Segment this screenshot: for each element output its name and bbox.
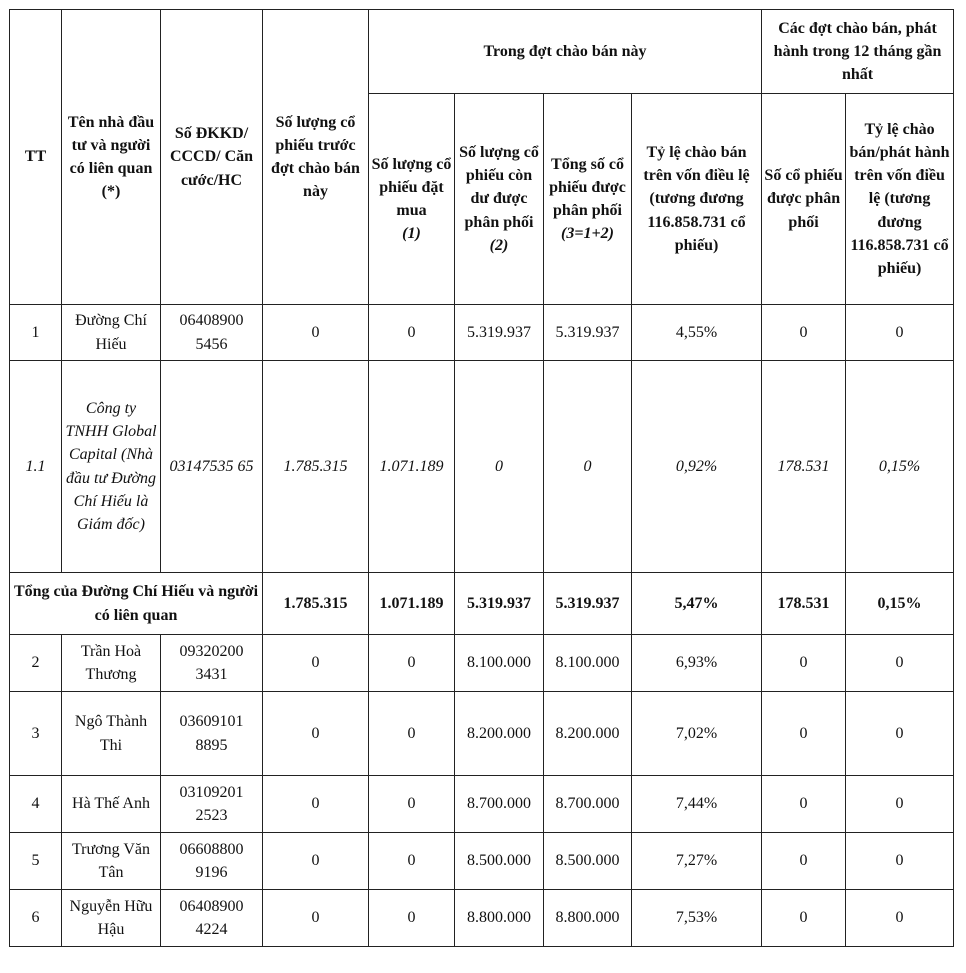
cell-name: Trương Văn Tân — [62, 833, 161, 890]
cell-prior-ratio: 0 — [846, 776, 954, 833]
cell-remaining: 5.319.937 — [455, 305, 544, 361]
cell-ratio: 6,93% — [632, 635, 762, 692]
cell-prior-shares: 0 — [762, 890, 846, 947]
cell-prior-ratio: 0,15% — [846, 361, 954, 573]
col-header-prior-ratio: Tỷ lệ chào bán/phát hành trên vốn điều lệ (tương đương 116.858.731 cổ phiếu) — [846, 94, 954, 305]
cell-tt: 6 — [10, 890, 62, 947]
cell-before: 1.785.315 — [263, 361, 369, 573]
col-header-remaining — [455, 94, 544, 305]
cell-prior-shares: 0 — [762, 305, 846, 361]
cell-before: 0 — [263, 305, 369, 361]
cell-remaining: 0 — [455, 361, 544, 573]
table-row — [10, 692, 954, 776]
cell-total: 8.200.000 — [544, 692, 632, 776]
cell-remaining: 8.100.000 — [455, 635, 544, 692]
cell-id: 03109201 2523 — [161, 776, 263, 833]
cell-ratio: 0,92% — [632, 361, 762, 573]
cell-id: 09320200 3431 — [161, 635, 263, 692]
table-row — [10, 833, 954, 890]
cell-prior-shares: 0 — [762, 833, 846, 890]
subscribed-note: (1) — [402, 225, 421, 243]
cell-before: 1.785.315 — [263, 573, 369, 635]
cell-ratio: 7,53% — [632, 890, 762, 947]
table-row — [10, 776, 954, 833]
cell-name: Ngô Thành Thi — [62, 692, 161, 776]
cell-remaining: 8.500.000 — [455, 833, 544, 890]
col-header-total — [544, 94, 632, 305]
cell-ratio: 4,55% — [632, 305, 762, 361]
cell-remaining: 8.800.000 — [455, 890, 544, 947]
cell-subscribed: 0 — [369, 635, 455, 692]
cell-tt: 1.1 — [10, 361, 62, 573]
cell-prior-ratio: 0 — [846, 635, 954, 692]
cell-before: 0 — [263, 692, 369, 776]
cell-before: 0 — [263, 833, 369, 890]
cell-total: 8.500.000 — [544, 833, 632, 890]
col-header-ratio: Tỷ lệ chào bán trên vốn điều lệ (tương đương 116.858.731 cổ phiếu) — [632, 94, 762, 305]
cell-prior-ratio: 0 — [846, 890, 954, 947]
total-note: (3=1+2) — [561, 225, 614, 243]
cell-prior-ratio: 0 — [846, 305, 954, 361]
cell-ratio: 7,27% — [632, 833, 762, 890]
cell-before: 0 — [263, 776, 369, 833]
col-header-tt: TT — [10, 10, 62, 305]
cell-name: Hà Thế Anh — [62, 776, 161, 833]
cell-subscribed: 0 — [369, 833, 455, 890]
total-label: Tổng số cổ phiếu được phân phối — [549, 155, 626, 219]
table-row — [10, 635, 954, 692]
cell-remaining: 8.700.000 — [455, 776, 544, 833]
cell-ratio: 7,44% — [632, 776, 762, 833]
col-header-subscribed — [369, 94, 455, 305]
cell-subscribed: 0 — [369, 890, 455, 947]
cell-before: 0 — [263, 635, 369, 692]
col-header-investor: Tên nhà đầu tư và người có liên quan (*) — [62, 10, 161, 305]
group-header-prior-12m: Các đợt chào bán, phát hành trong 12 tháng gần nhất — [762, 10, 954, 94]
cell-total: 5.319.937 — [544, 573, 632, 635]
cell-subscribed: 1.071.189 — [369, 361, 455, 573]
remaining-label: Số lượng cổ phiếu còn dư được phân phối — [459, 144, 539, 231]
table-row — [10, 305, 954, 361]
cell-id: 06408900 5456 — [161, 305, 263, 361]
cell-remaining: 5.319.937 — [455, 573, 544, 635]
cell-ratio: 7,02% — [632, 692, 762, 776]
col-header-id: Số ĐKKD/ CCCD/ Căn cước/HC — [161, 10, 263, 305]
cell-subscribed: 0 — [369, 776, 455, 833]
cell-total: 0 — [544, 361, 632, 573]
cell-subtotal-label: Tổng của Đường Chí Hiếu và người có liên quan — [10, 573, 263, 635]
cell-prior-shares: 0 — [762, 635, 846, 692]
cell-tt: 5 — [10, 833, 62, 890]
cell-name: Nguyễn Hữu Hậu — [62, 890, 161, 947]
cell-before: 0 — [263, 890, 369, 947]
cell-id: 06608800 9196 — [161, 833, 263, 890]
cell-remaining: 8.200.000 — [455, 692, 544, 776]
header-row-top — [10, 10, 954, 94]
subtotal-row — [10, 573, 954, 635]
cell-total: 5.319.937 — [544, 305, 632, 361]
subscribed-label: Số lượng cổ phiếu đặt mua — [371, 155, 452, 219]
cell-total: 8.800.000 — [544, 890, 632, 947]
cell-subscribed: 0 — [369, 692, 455, 776]
cell-ratio: 5,47% — [632, 573, 762, 635]
cell-subscribed: 0 — [369, 305, 455, 361]
cell-name: Công ty TNHH Global Capital (Nhà đầu tư Đường Chí Hiếu là Giám đốc) — [62, 361, 161, 573]
cell-tt: 2 — [10, 635, 62, 692]
cell-prior-ratio: 0 — [846, 692, 954, 776]
cell-name: Đường Chí Hiếu — [62, 305, 161, 361]
offering-table — [9, 9, 954, 947]
cell-prior-shares: 0 — [762, 776, 846, 833]
cell-id: 03609101 8895 — [161, 692, 263, 776]
cell-prior-shares: 0 — [762, 692, 846, 776]
cell-id: 06408900 4224 — [161, 890, 263, 947]
table-row — [10, 890, 954, 947]
cell-total: 8.700.000 — [544, 776, 632, 833]
cell-tt: 3 — [10, 692, 62, 776]
cell-prior-ratio: 0 — [846, 833, 954, 890]
col-header-prior-shares: Số cổ phiếu được phân phối — [762, 94, 846, 305]
cell-prior-shares: 178.531 — [762, 573, 846, 635]
col-header-shares-before: Số lượng cổ phiếu trước đợt chào bán này — [263, 10, 369, 305]
cell-tt: 4 — [10, 776, 62, 833]
remaining-note: (2) — [489, 236, 509, 254]
cell-tt: 1 — [10, 305, 62, 361]
cell-prior-ratio: 0,15% — [846, 573, 954, 635]
cell-total: 8.100.000 — [544, 635, 632, 692]
cell-subscribed: 1.071.189 — [369, 573, 455, 635]
cell-name: Trần Hoà Thương — [62, 635, 161, 692]
cell-id: 03147535 65 — [161, 361, 263, 573]
cell-prior-shares: 178.531 — [762, 361, 846, 573]
table-row — [10, 361, 954, 573]
group-header-this-offering: Trong đợt chào bán này — [369, 10, 762, 94]
